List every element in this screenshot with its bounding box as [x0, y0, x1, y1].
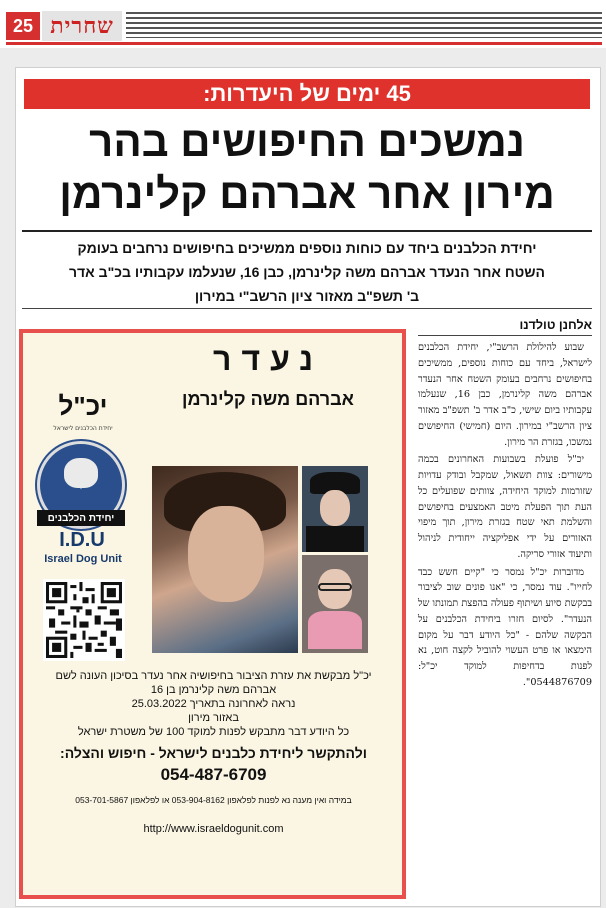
poster-title: נעדר — [213, 341, 323, 377]
header-rule — [6, 42, 602, 45]
badge-label: יחידת הכלבנים — [37, 510, 125, 526]
article-subheadline — [24, 236, 590, 308]
body-paragraph: מדוברות יכ"ל נמסר כי "קיים חשש כבד לחייו". עוד נמסר, כי "אנו פונים שוב לציבור בבקשת סיוע ושיתוף פעולה בהפצת תמונתו של הנעדר". לסיום חזרו ביחידת הכלבנים על הבקשה שלהם - "כל היודע דבר על מקום הימצאו או פרט העשוי להוביל לקצה חוט, נא לפנות בדחיפות למוקד יכ"ל: 0544876709". — [418, 566, 592, 688]
byline: אלחנן טולדנו — [418, 318, 592, 336]
headline-divider — [22, 230, 592, 232]
appeal-line: יכ"ל מבקשת את עזרת הציבור בחיפושיה אחר נעדר בסיכון העונה לשם — [55, 670, 372, 682]
idu-logo-text: I.D.U — [59, 529, 105, 551]
article — [15, 67, 601, 907]
appeal-line: אברהם משה קלינרמן בן 16 — [150, 684, 277, 696]
qr-code — [43, 579, 125, 661]
headline-line-2: מירון אחר אברהם קלינרמן — [59, 170, 555, 217]
subheadline-divider — [22, 308, 592, 309]
subheadline-line-1: יחידת הכלבנים ביחד עם כוחות נוספים ממשיכים בחיפושים נרחבים בעומק — [77, 240, 537, 256]
article-body — [418, 340, 592, 691]
poster-phone: 054-487-6709 — [160, 765, 267, 784]
org-subtitle: יחידת הכלבנים לישראל — [53, 425, 113, 432]
qr-code-icon — [46, 582, 122, 658]
headline-line-1: נמשכים החיפושים בהר — [89, 118, 525, 165]
body-paragraph: שבוע להילולת הרשב"י, יחידת הכלבנים לישראל, ביחד עם כוחות נוספים, ממשיכים בחיפושים נרחבים בעומק השטח אחר הנעדר אברהם משה קלינרמן, כבן 16, שנעלמו עקבותיו ביום שישי, כ"ב אדר ב' תשפ"ב מאזור ציון הרשב"י במירון. היום (חמישי) החיפושים נמשכו, בגזרת הר מירון. — [418, 342, 592, 448]
subheadline-line-3: ב' תשפ"ב מאזור ציון הרשב"י במירון — [194, 288, 420, 304]
appeal-line: נראה לאחרונה בתאריך 25.03.2022 — [131, 698, 296, 710]
header-stripes — [126, 12, 602, 38]
poster-contact-text: ולהתקשר ליחידת כלבנים לישראל - חיפוש והצלה: — [60, 745, 367, 761]
poster-appeal — [31, 669, 396, 739]
missing-person-photo-hat — [302, 466, 368, 552]
page-header — [0, 0, 606, 48]
article-headline — [22, 116, 592, 220]
idu-subtitle: Israel Dog Unit — [44, 553, 122, 565]
dog-icon — [64, 458, 98, 488]
appeal-line: כל היודע דבר מתבקש לפנות למוקד 100 של משטרת ישראל — [77, 726, 350, 738]
appeal-line: באזור מירון — [188, 712, 239, 724]
org-mark: יכ"ל — [58, 391, 108, 421]
page-number: 25 — [6, 12, 40, 40]
poster-alt-numbers: במידה ואין מענה נא לפנות לפלאפון 053-904-8162 או לפלאפון 053-701-5867 — [75, 795, 352, 805]
article-kicker: 45 ימים של היעדרות: — [24, 79, 590, 109]
missing-person-poster — [19, 329, 406, 899]
poster-url: http://www.israeldogunit.com — [143, 823, 284, 835]
missing-person-photo — [152, 466, 298, 653]
poster-missing-name: אברהם משה קלינרמן — [182, 389, 354, 409]
missing-person-photo-child — [302, 555, 368, 653]
newspaper-logo: שחרית — [42, 11, 122, 41]
subheadline-line-2: השטח אחר הנעדר אברהם משה קלינרמן, כבן 16, שנעלמו עקבותיו בכ"ב אדר — [68, 264, 546, 280]
body-paragraph: יכ"ל פועלת בשבועות האחרונים בכמה מישורים: צוות תשאול, שמקבל ובודק עדויות שזורמות למוקד היחידה, צוותים שפועלים כל העת תוך הפעלת מיטב האמצעים בחיפושים והשלמת תאי שטח בגזרת מירון, תוך מיפוי האזורים על ידי אפליקציה ייחודית לניהול ותיעוד אזורי סריקה. — [418, 454, 592, 560]
